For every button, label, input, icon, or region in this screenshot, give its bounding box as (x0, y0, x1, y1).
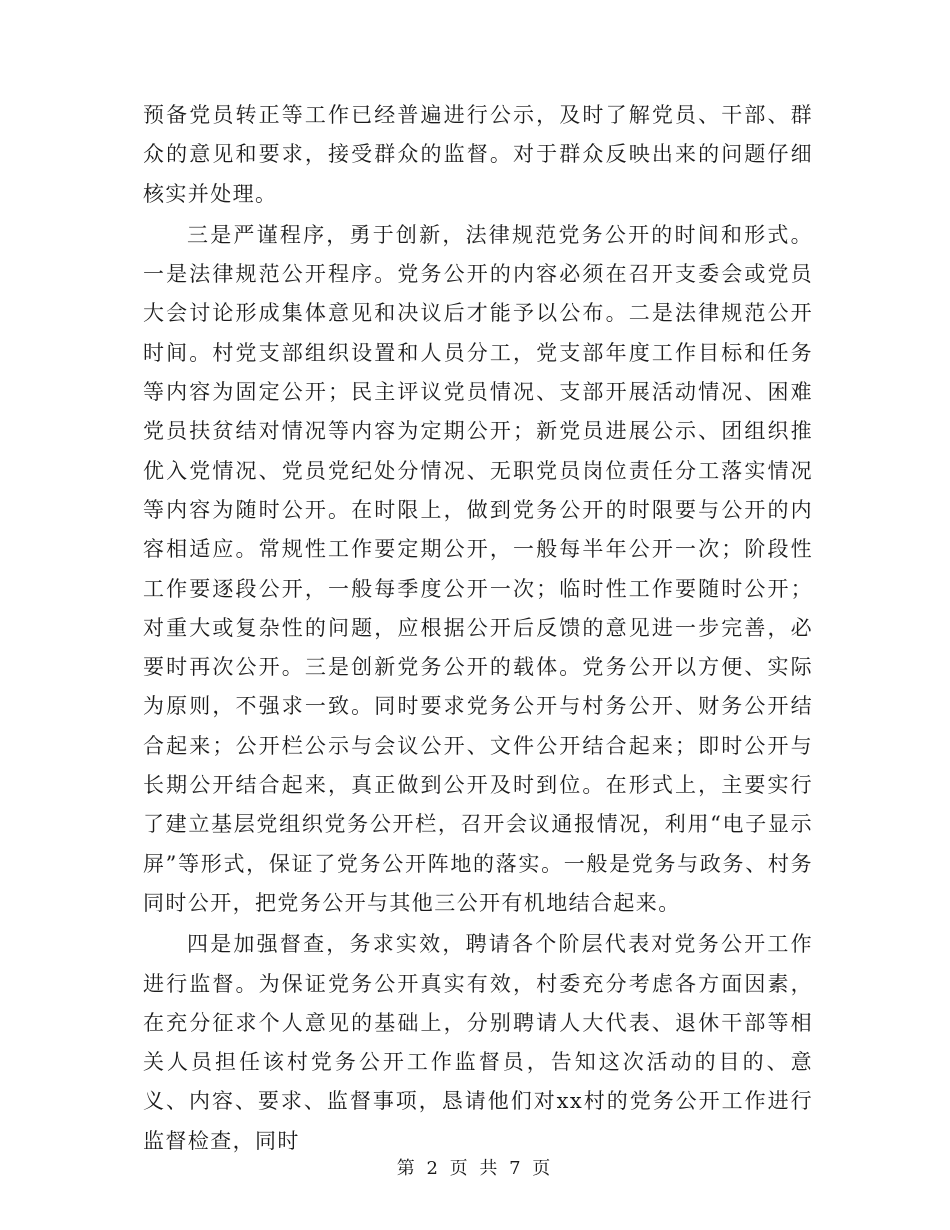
document-body (143, 96, 813, 1161)
paragraph-continuation: 预备党员转正等工作已经普遍进行公示，及时了解党员、干部、群众的意见和要求，接受群众的监督。对于群众反映出来的问题仔细核实并处理。 (143, 103, 813, 206)
paragraph-section-three: 三是严谨程序，勇于创新，法律规范党务公开的时间和形式。一是法律规范公开程序。党务公开的内容必须在召开支委会或党员大会讨论形成集体意见和决议后才能予以公布。二是法律规范公开时间。村党支部组织设置和人员分工，党支部年度工作目标和任务等内容为固定公开；民主评议党员情况、支部开展活动情况、困难党员扶贫结对情况等内容为定期公开；新党员进展公示、团组织推优入党情况、党员党纪处分情况、无职党员岗位责任分工落实情况等内容为随时公开。在时限上，做到党务公开的时限要与公开的内容相适应。常规性工作要定期公开，一般每半年公开一次；阶段性工作要逐段公开，一般每季度公开一次；临时性工作要随时公开；对重大或复杂性的问题，应根据公开后反馈的意见进一步完善，必要时再次公开。三是创新党务公开的载体。党务公开以方便、实际为原则，不强求一致。同时要求党务公开与村务公开、财务公开结合起来；公开栏公示与会议公开、文件公开结合起来；即时公开与长期公开结合起来，真正做到公开及时到位。在形式上，主要实行了建立基层党组织党务公开栏，召开会议通报情况，利用“电子显示屏”等形式，保证了党务公开阵地的落实。一般是党务与政务、村务同时公开，把党务公开与其他三公开有机地结合起来。 (143, 222, 813, 915)
paragraph-section-four: 四是加强督查，务求实效，聘请各个阶层代表对党务公开工作进行监督。为保证党务公开真实有效，村委充分考虑各方面因素，在充分征求个人意见的基础上，分别聘请人大代表、退休干部等相关人员担任该村党务公开工作监督员，告知这次活动的目的、意义、内容、要求、监督事项，恳请他们对xx村的党务公开工作进行监督检查，同时 (143, 932, 813, 1153)
page-number-footer: 第 2 页 共 7 页 (396, 1158, 554, 1179)
